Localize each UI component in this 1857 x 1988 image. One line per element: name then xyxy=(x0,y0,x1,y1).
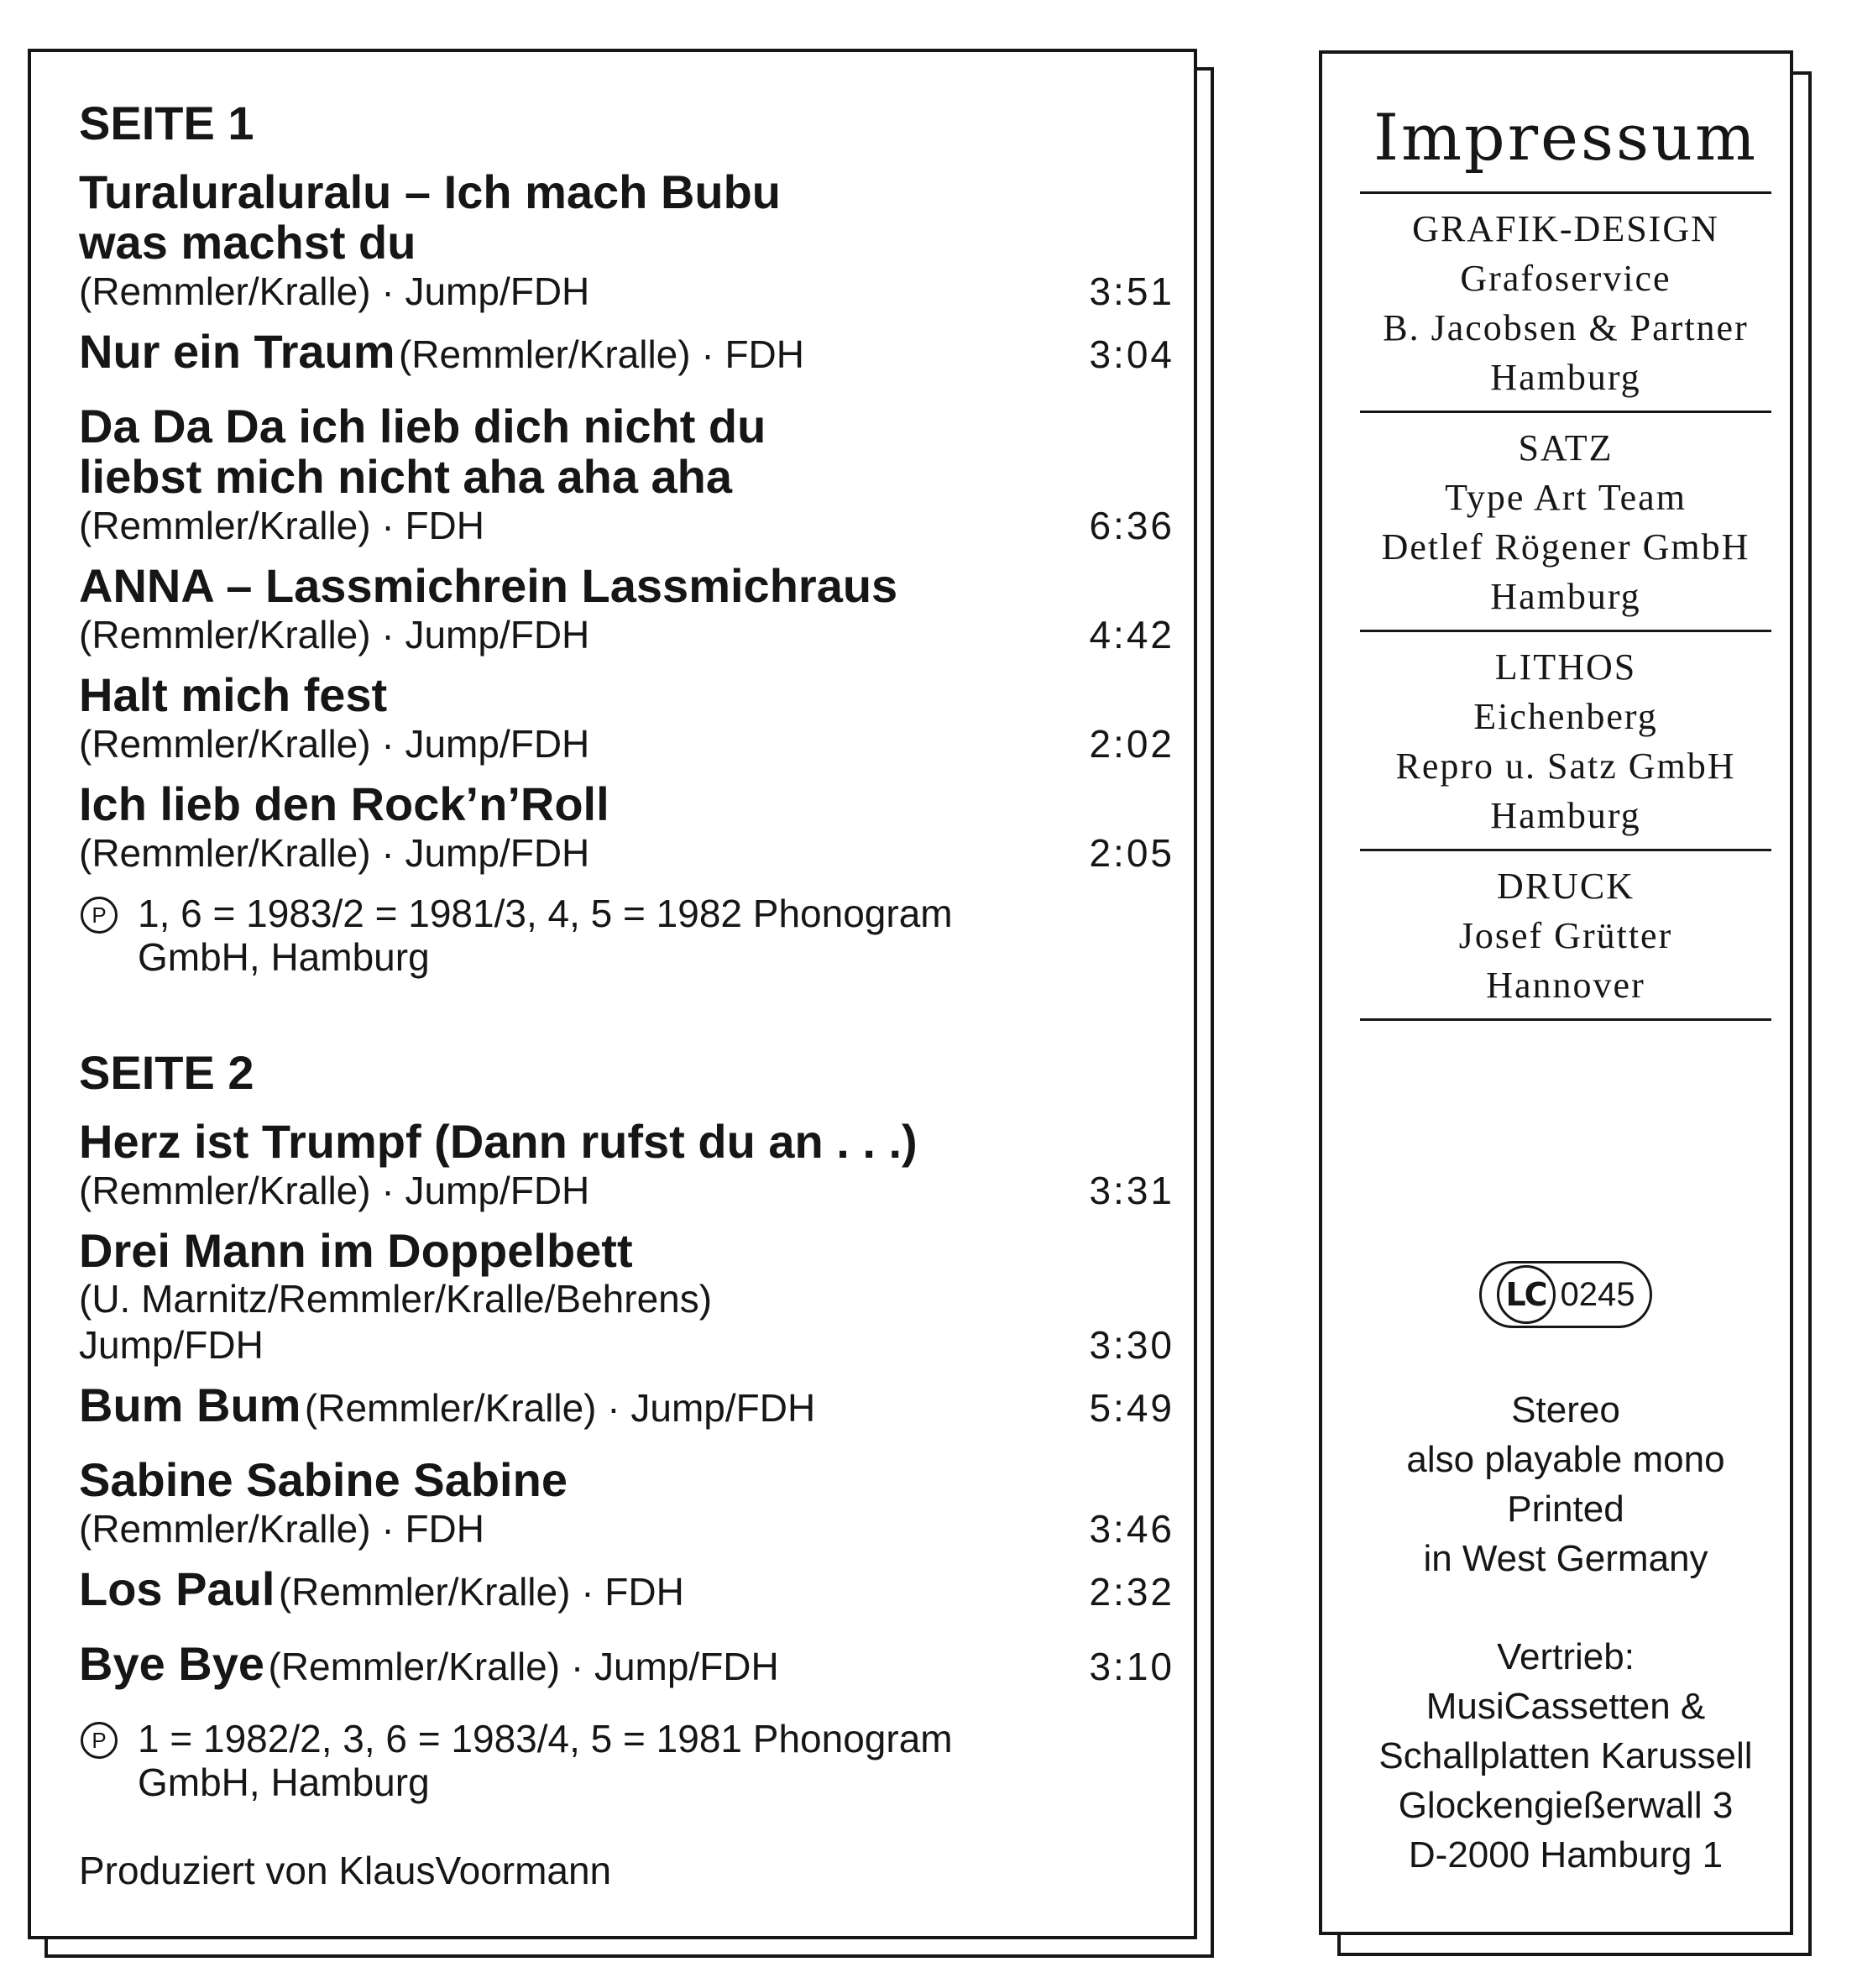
impressum-title: Impressum xyxy=(1360,96,1771,194)
track-duration: 3:04 xyxy=(1089,332,1174,376)
section-line: Hannover xyxy=(1486,965,1645,1006)
track-item xyxy=(79,779,1191,876)
track-label: Jump/FDH xyxy=(79,1323,264,1367)
distribution-line: Glockengießerwall 3 xyxy=(1398,1785,1734,1826)
track-credits: (Remmler/Kralle) · Jump/FDH xyxy=(79,613,590,657)
track-meta xyxy=(79,1505,1191,1552)
track-credits: (Remmler/Kralle) · FDH xyxy=(278,1570,684,1614)
track-duration: 3:51 xyxy=(1089,269,1174,313)
track-title-cont: was machst du xyxy=(79,216,416,269)
track-item xyxy=(79,1564,1191,1627)
section-line: Hamburg xyxy=(1490,576,1641,617)
track-duration: 6:36 xyxy=(1089,504,1174,547)
track-inline-row xyxy=(79,1564,1191,1627)
tracklist-panel xyxy=(28,49,1197,1939)
format-line: also playable mono xyxy=(1406,1439,1725,1480)
track-title: Nur ein Traum xyxy=(79,325,395,378)
track-meta xyxy=(79,1167,1191,1214)
track-duration: 3:30 xyxy=(1089,1323,1174,1367)
section-line: Type Art Team xyxy=(1445,477,1687,518)
track-meta xyxy=(79,611,1191,658)
section-line: Grafoservice xyxy=(1460,258,1671,299)
track-title: Bye Bye xyxy=(79,1637,265,1690)
copyright-text: 1 = 1982/2, 3, 6 = 1983/4, 5 = 1981 Phonogram GmbH, Hamburg xyxy=(138,1717,953,1804)
track-title: Herz ist Trumpf (Dann rufst du an . . .) xyxy=(79,1115,918,1168)
track-credits: (Remmler/Kralle) · Jump/FDH xyxy=(304,1386,816,1430)
format-line: in West Germany xyxy=(1423,1538,1708,1579)
track-title: Ich lieb den Rock’n’Roll xyxy=(79,777,609,830)
track-item xyxy=(79,1380,1191,1443)
track-credits: (Remmler/Kralle) · FDH xyxy=(79,504,484,547)
track-meta xyxy=(79,720,1191,767)
section-line: Detlef Rögener GmbH xyxy=(1381,526,1750,568)
track-credits: (U. Marnitz/Remmler/Kralle/Behrens) xyxy=(79,1277,713,1321)
track-title: Sabine Sabine Sabine xyxy=(79,1453,568,1506)
distribution-info xyxy=(1360,1632,1771,1880)
track-inline-row xyxy=(79,1639,1191,1702)
phonogram-copyright-icon: P xyxy=(81,897,118,934)
track-duration: 2:32 xyxy=(1089,1570,1174,1614)
distribution-line: Schallplatten Karussell xyxy=(1378,1735,1753,1776)
impressum-section-lithos xyxy=(1360,632,1771,851)
track-credits: (Remmler/Kralle) · Jump/FDH xyxy=(268,1645,779,1688)
track-item xyxy=(79,401,1191,549)
track-item xyxy=(79,561,1191,658)
track-credits: (Remmler/Kralle) · Jump/FDH xyxy=(79,831,590,875)
section-heading: SATZ xyxy=(1518,427,1614,468)
section-line: Hamburg xyxy=(1490,795,1641,836)
impressum-content xyxy=(1360,96,1771,1880)
track-title: Turaluraluralu – Ich mach Bubu xyxy=(79,165,782,218)
format-line: Stereo xyxy=(1511,1389,1620,1431)
section-heading: DRUCK xyxy=(1496,866,1635,907)
track-meta xyxy=(79,829,1191,876)
format-line: Printed xyxy=(1507,1488,1624,1530)
impressum-section-grafik xyxy=(1360,194,1771,413)
section-line: Josef Grütter xyxy=(1458,915,1673,956)
track-title-cont: liebst mich nicht aha aha aha xyxy=(79,450,733,503)
track-item xyxy=(79,1226,1191,1368)
track-item xyxy=(79,1455,1191,1552)
side-1-copyright xyxy=(79,892,1191,979)
format-info xyxy=(1360,1385,1771,1583)
track-inline-row xyxy=(79,327,1191,390)
track-duration: 3:31 xyxy=(1089,1169,1174,1212)
track-title: Los Paul xyxy=(79,1562,275,1615)
distribution-line: D-2000 Hamburg 1 xyxy=(1408,1834,1724,1876)
track-title: ANNA – Lassmichrein Lassmichraus xyxy=(79,559,898,612)
side-1-heading: SEITE 1 xyxy=(79,97,254,149)
track-duration: 3:46 xyxy=(1089,1507,1174,1551)
track-credits: (Remmler/Kralle) · FDH xyxy=(79,1507,484,1551)
track-duration: 2:02 xyxy=(1089,722,1174,766)
section-heading: LITHOS xyxy=(1494,646,1637,688)
tracklist-content xyxy=(79,98,1191,1893)
label-code-logo xyxy=(1479,1261,1652,1328)
impressum-section-druck xyxy=(1360,851,1771,1021)
track-title: Drei Mann im Doppelbett xyxy=(79,1224,633,1277)
section-heading: GRAFIK-DESIGN xyxy=(1412,208,1719,249)
track-credits: (Remmler/Kralle) · Jump/FDH xyxy=(79,269,590,313)
track-credits: (Remmler/Kralle) · Jump/FDH xyxy=(79,722,590,766)
track-duration: 4:42 xyxy=(1089,613,1174,657)
track-title: Halt mich fest xyxy=(79,668,388,721)
label-code-icon: LC xyxy=(1497,1265,1556,1324)
section-line: B. Jacobsen & Partner xyxy=(1383,307,1749,348)
distribution-line: MusiCassetten & xyxy=(1425,1686,1706,1727)
distribution-line: Vertrieb: xyxy=(1497,1636,1635,1677)
track-credits: (Remmler/Kralle) · FDH xyxy=(398,332,804,376)
track-duration: 2:05 xyxy=(1089,831,1174,875)
track-item xyxy=(79,1639,1191,1702)
producer-credit: Produziert von KlausVoormann xyxy=(79,1849,612,1892)
track-meta xyxy=(79,502,1191,549)
track-meta xyxy=(79,1321,1191,1368)
phonogram-copyright-icon: P xyxy=(81,1722,118,1759)
track-item xyxy=(79,670,1191,767)
track-credits: (Remmler/Kralle) · Jump/FDH xyxy=(79,1169,590,1212)
label-code-number: 0245 xyxy=(1560,1275,1635,1313)
track-duration: 3:10 xyxy=(1089,1645,1174,1688)
track-item xyxy=(79,1117,1191,1214)
impressum-panel xyxy=(1319,50,1793,1935)
track-item xyxy=(79,327,1191,390)
track-title: Da Da Da ich lieb dich nicht du xyxy=(79,400,766,453)
copyright-text: 1, 6 = 1983/2 = 1981/3, 4, 5 = 1982 Phonogram GmbH, Hamburg xyxy=(138,892,953,979)
section-line: Repro u. Satz GmbH xyxy=(1395,746,1736,787)
track-inline-row xyxy=(79,1380,1191,1443)
track-duration: 5:49 xyxy=(1089,1386,1174,1430)
side-2-copyright xyxy=(79,1717,1191,1804)
track-item xyxy=(79,167,1191,315)
track-meta xyxy=(79,268,1191,315)
section-line: Hamburg xyxy=(1490,357,1641,398)
side-2-heading: SEITE 2 xyxy=(79,1046,254,1099)
impressum-section-satz xyxy=(1360,413,1771,632)
track-title: Bum Bum xyxy=(79,1379,301,1431)
section-line: Eichenberg xyxy=(1473,696,1658,737)
